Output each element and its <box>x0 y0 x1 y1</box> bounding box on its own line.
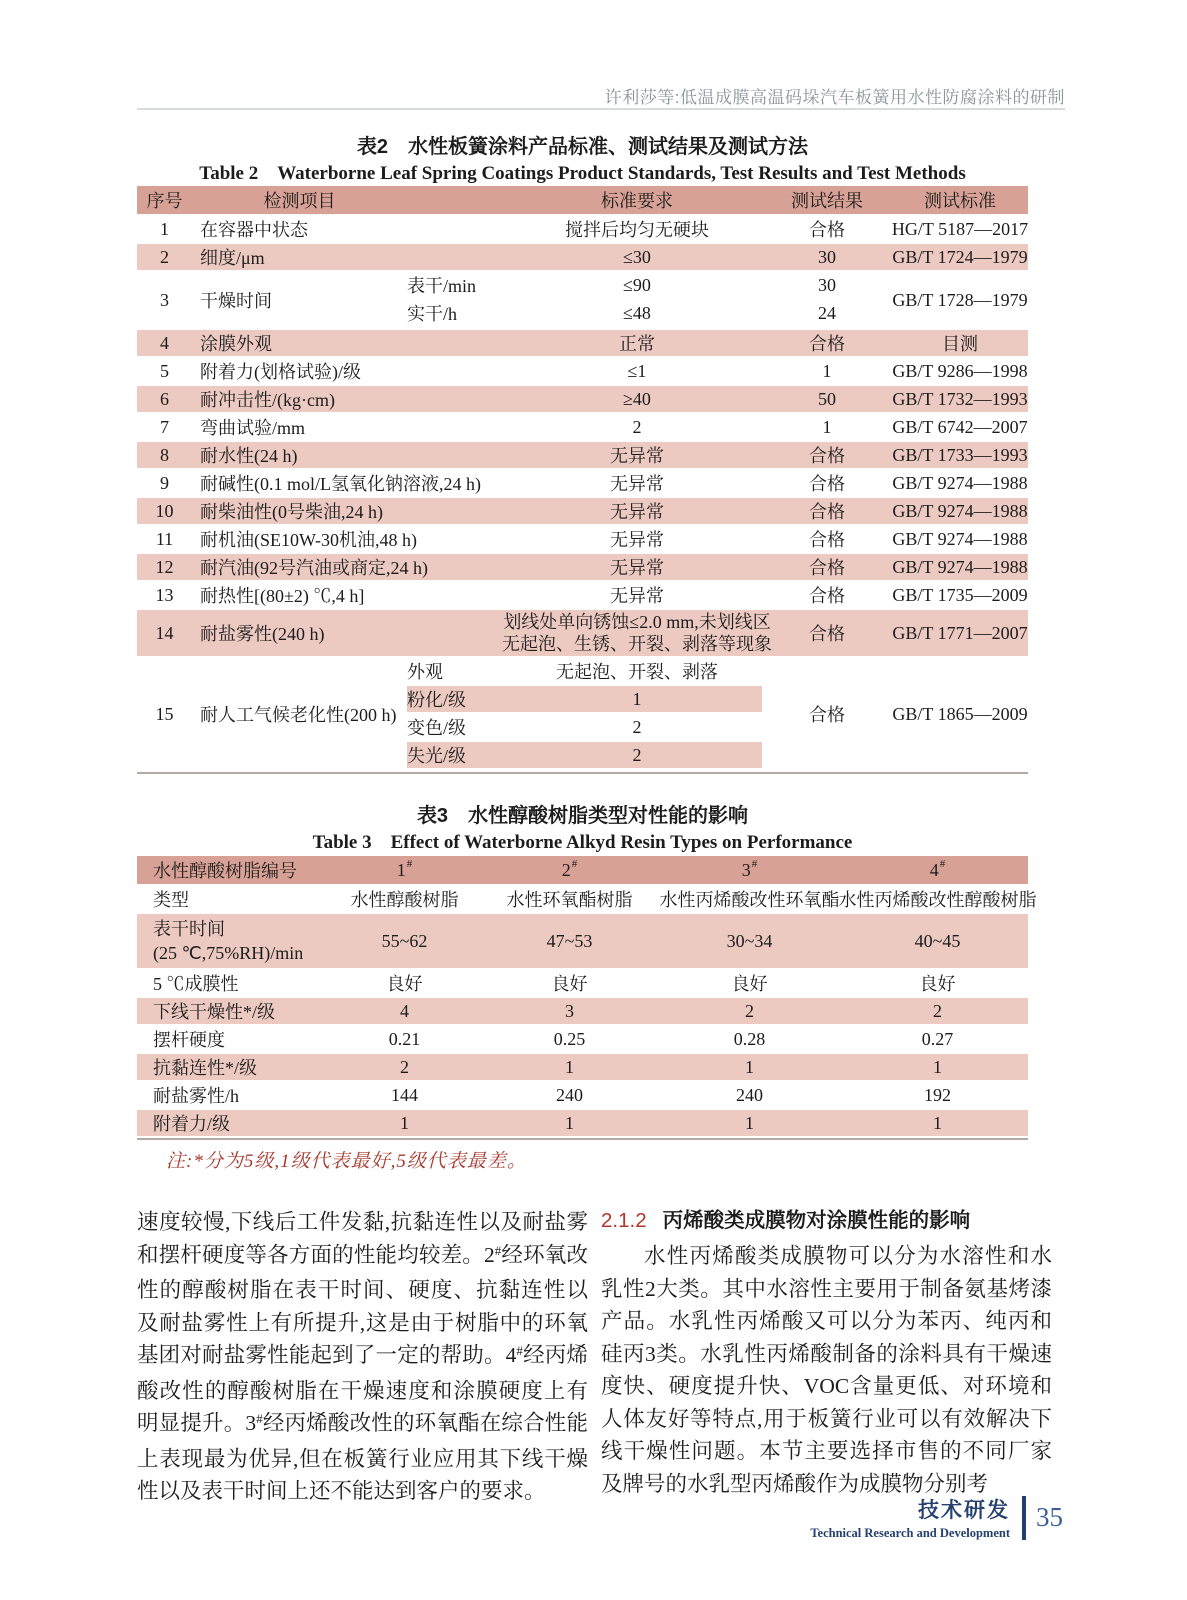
test-result: 合格 <box>809 558 845 578</box>
table-row <box>137 998 1028 1026</box>
sub-row <box>407 272 892 300</box>
test-result: 合格 <box>809 624 845 644</box>
running-head <box>137 83 1065 108</box>
table-row <box>137 1082 1028 1110</box>
test-item: 耐碱性(0.1 mol/L氢氧化钠溶液,24 h) <box>200 474 481 494</box>
value-cell: 良好 <box>919 974 956 994</box>
superscript: # <box>751 858 758 870</box>
table-row <box>137 582 1028 610</box>
table-row <box>137 330 1028 358</box>
row-label: 下线干燥性*/级 <box>153 1002 276 1022</box>
column-header-item: 检测项目 <box>263 191 336 211</box>
value-cell: 55~62 <box>381 930 428 951</box>
column-header-standard: 测试标准 <box>924 191 996 211</box>
test-item: 弯曲试验/mm <box>200 418 306 438</box>
sub-row <box>407 300 892 328</box>
value-cell: 良好 <box>731 974 768 994</box>
table-row <box>137 442 1028 470</box>
right-column <box>601 1206 1052 1508</box>
test-result: 1 <box>822 416 832 437</box>
value-cell: 1 <box>565 1056 574 1077</box>
footer-section-cn: 技术研发 <box>918 1499 1010 1522</box>
test-item: 细度/μm <box>200 248 265 268</box>
table-row <box>137 1026 1028 1054</box>
test-standard: HG/T 5187—2017 <box>891 218 1029 239</box>
sample-number: 2 <box>561 859 571 880</box>
label-line: 表干时间 <box>153 919 225 939</box>
test-standard: GB/T 9274—1988 <box>892 500 1028 521</box>
value-cell: 1 <box>745 1112 754 1133</box>
test-standard: GB/T 1865—2009 <box>892 703 1028 724</box>
test-result: 合格 <box>809 530 845 550</box>
row-label: 类型 <box>153 890 189 910</box>
test-item: 耐汽油(92号汽油或商定,24 h) <box>200 558 428 578</box>
requirement-line: 无起泡、生锈、开裂、剥落等现象 <box>502 634 772 654</box>
table-row <box>137 970 1028 998</box>
sub-rows <box>407 272 892 328</box>
table-row <box>137 414 1028 442</box>
table3 <box>137 856 1037 1140</box>
row-label: 抗黏连性*/级 <box>153 1058 258 1078</box>
table2-title-cn: 表2 水性板簧涂料产品标准、测试结果及测试方法 <box>356 136 809 158</box>
value-cell: 30~34 <box>726 930 773 951</box>
spacer-cell <box>407 216 512 242</box>
requirement: 正常 <box>619 334 655 354</box>
sample-number: 1 <box>396 859 406 880</box>
body-text <box>137 1206 1052 1508</box>
row-number: 12 <box>155 556 174 577</box>
test-result: 合格 <box>809 334 845 354</box>
table2-title-en: Table 2 Waterborne Leaf Spring Coatings Product Standards, Test Results and Test Methods <box>199 163 966 184</box>
column-header-requirement: 标准要求 <box>601 191 673 211</box>
row-number: 13 <box>155 584 174 605</box>
footer-section-en: Technical Research and Development <box>810 1526 1010 1540</box>
table-row <box>137 914 1028 970</box>
value-cell: 水性丙烯酸改性环氧酯 <box>659 890 840 910</box>
test-result: 合格 <box>809 705 845 725</box>
spacer-cell <box>407 386 512 412</box>
value-cell: 良好 <box>386 974 423 994</box>
test-result: 合格 <box>809 446 845 466</box>
spacer-cell <box>407 610 512 656</box>
column-header-spacer <box>407 186 512 214</box>
table-row <box>137 272 1028 330</box>
value-cell: 2 <box>745 1000 754 1021</box>
spacer-cell <box>407 358 512 384</box>
table-row <box>137 1054 1028 1082</box>
requirement-value: 2 <box>632 716 642 737</box>
table-row <box>137 610 1028 658</box>
text-run: 经环氧改性的醇酸树脂在表干时间、硬度、抗黏连性以及耐盐雾性上有所提升,这是由于树脂中的环氧基团对耐盐雾性能起到了一定的帮助。4 <box>137 1242 588 1367</box>
test-standard: GB/T 9274—1988 <box>892 528 1028 549</box>
requirement: 无异常 <box>610 502 664 522</box>
requirement: 搅拌后均匀无硬块 <box>565 220 709 240</box>
column-header-sample <box>652 856 847 884</box>
spacer-cell <box>407 470 512 496</box>
value-cell: 1 <box>933 1056 942 1077</box>
test-standard: GB/T 1733—1993 <box>892 444 1028 465</box>
table3-header-row <box>137 856 1028 886</box>
sub-row <box>407 686 762 714</box>
sub-item-label: 变色/级 <box>407 718 467 738</box>
requirement: 无异常 <box>610 474 664 494</box>
sample-number: 3 <box>741 859 751 880</box>
value-cell: 4 <box>400 1000 409 1021</box>
text-run: 经丙烯酸改性的环氧酯在综合性能上表现最为优异,但在板簧行业应用其下线干燥性以及表干时间上还不能达到客户的要求。 <box>137 1411 588 1503</box>
sub-item-label: 粉化/级 <box>407 690 467 710</box>
value-cell: 0.28 <box>733 1028 766 1049</box>
column-header-label: 水性醇酸树脂编号 <box>153 861 297 881</box>
superscript: # <box>939 858 946 870</box>
value-cell: 240 <box>736 1084 763 1105</box>
test-standard: GB/T 6742—2007 <box>892 416 1028 437</box>
requirement: 无异常 <box>610 558 664 578</box>
table-row <box>137 526 1028 554</box>
table3-footnote: 注:*分为5级,1级代表最好,5级代表最差。 <box>166 1151 527 1172</box>
test-item: 耐柴油性(0号柴油,24 h) <box>200 502 383 522</box>
superscript: # <box>516 1343 523 1358</box>
column-header-index: 序号 <box>146 191 183 211</box>
table2 <box>137 186 1028 774</box>
spacer-cell <box>407 330 512 356</box>
test-result: 1 <box>822 360 832 381</box>
row-number: 3 <box>160 289 169 310</box>
test-standard: GB/T 9274—1988 <box>892 556 1028 577</box>
test-result: 24 <box>818 302 836 323</box>
value-cell: 240 <box>556 1084 583 1105</box>
test-result: 合格 <box>809 586 845 606</box>
table2-header-row <box>137 186 1028 216</box>
value-cell: 40~45 <box>914 930 961 951</box>
value-cell: 2 <box>400 1056 409 1077</box>
value-cell: 0.21 <box>388 1028 421 1049</box>
table-row <box>137 498 1028 526</box>
column-header-sample <box>322 856 487 884</box>
spacer-cell <box>407 498 512 524</box>
row-number: 6 <box>160 388 169 409</box>
superscript: # <box>256 1411 263 1426</box>
test-standard: GB/T 1724—1979 <box>892 246 1028 267</box>
requirement: ≥40 <box>623 388 651 409</box>
table-row <box>137 216 1028 244</box>
footer-section <box>810 1494 1010 1541</box>
test-item: 在容器中状态 <box>200 220 308 240</box>
value-cell: 1 <box>565 1112 574 1133</box>
section-heading <box>601 1206 1052 1236</box>
spacer-cell <box>407 244 512 270</box>
row-number: 10 <box>155 500 174 521</box>
test-standard: GB/T 1771—2007 <box>892 622 1028 643</box>
page-number: 35 <box>1036 1502 1063 1532</box>
sub-item-label: 外观 <box>407 662 443 682</box>
sub-rows <box>407 658 762 770</box>
column-header-result: 测试结果 <box>791 191 863 211</box>
row-number: 11 <box>155 528 174 549</box>
row-number: 7 <box>160 416 169 437</box>
right-column-paragraph <box>601 1240 1052 1500</box>
label-line: (25 ℃,75%RH)/min <box>153 943 304 963</box>
row-label <box>137 914 322 968</box>
superscript: # <box>406 858 413 870</box>
requirement-line: 划线处单向锈蚀≤2.0 mm,未划线区 <box>503 612 771 632</box>
value-cell: 良好 <box>551 974 588 994</box>
test-item: 附着力(划格试验)/级 <box>200 362 361 382</box>
test-item: 涂膜外观 <box>200 334 272 354</box>
test-standard: GB/T 1735—2009 <box>892 584 1028 605</box>
requirement-value: 1 <box>632 688 642 709</box>
test-standard: GB/T 9274—1988 <box>892 472 1028 493</box>
table-row <box>137 658 1028 772</box>
test-item: 耐人工气候老化性(200 h) <box>200 705 397 725</box>
row-number: 8 <box>160 444 169 465</box>
text-run: 水性丙烯酸类成膜物可以分为水溶性和水乳性2大类。其中水溶性主要用于制备氨基烤漆产品。水乳性丙烯酸又可以分为苯丙、纯丙和硅丙3类。水乳性丙烯酸制备的涂料具有干燥速度快、硬度提升快、VOC含量更低、对环境和人体友好等特点,用于板簧行业可以有效解决下线干燥性问题。本节主要选择市售的不同厂家及牌号的水乳型丙烯酸作为成膜物分别考 <box>601 1244 1052 1496</box>
test-item: 耐盐雾性(240 h) <box>200 624 325 644</box>
test-result: 30 <box>818 246 836 267</box>
requirement-value: ≤48 <box>623 302 651 323</box>
test-result: 30 <box>818 274 836 295</box>
requirement: ≤30 <box>623 246 651 267</box>
table-row <box>137 358 1028 386</box>
table-row <box>137 470 1028 498</box>
requirement: 无异常 <box>610 530 664 550</box>
spacer-cell <box>407 414 512 440</box>
text-run: 经丙烯酸改性的醇酸树脂在干燥速度和涂膜硬度上有明显提升。3 <box>137 1343 588 1435</box>
test-item: 耐冲击性/(kg·cm) <box>200 390 335 410</box>
requirement <box>502 610 772 656</box>
requirement: 无异常 <box>610 446 664 466</box>
value-cell: 1 <box>933 1112 942 1133</box>
test-result: 50 <box>818 388 836 409</box>
test-item: 耐机油(SE10W-30机油,48 h) <box>200 530 417 550</box>
sub-row <box>407 714 762 742</box>
test-standard: GB/T 1728—1979 <box>892 289 1028 310</box>
test-standard: GB/T 9286—1998 <box>892 360 1028 381</box>
spacer-cell <box>407 582 512 608</box>
row-number: 9 <box>160 472 169 493</box>
value-cell: 192 <box>924 1084 951 1105</box>
value-cell: 3 <box>565 1000 574 1021</box>
row-label: 摆杆硬度 <box>153 1030 225 1050</box>
value-cell: 144 <box>391 1084 418 1105</box>
table3-title-en: Table 3 Effect of Waterborne Alkyd Resin Types on Performance <box>312 832 853 853</box>
row-number: 5 <box>160 360 169 381</box>
text-run: 速度较慢,下线后工件发黏,抗黏连性以及耐盐雾和摆杆硬度等各方面的性能均较差。2 <box>137 1210 588 1267</box>
row-label: 5 ℃成膜性 <box>153 974 239 994</box>
column-header-sample <box>847 856 1028 884</box>
requirement: 无异常 <box>610 586 664 606</box>
test-item: 耐水性(24 h) <box>200 446 298 466</box>
row-number: 2 <box>160 246 169 267</box>
table-row <box>137 554 1028 582</box>
requirement: 2 <box>632 416 642 437</box>
superscript: # <box>494 1242 502 1258</box>
sub-item-label: 失光/级 <box>407 746 467 766</box>
row-number: 1 <box>160 218 169 239</box>
test-item: 耐热性[(80±2) ℃,4 h] <box>200 586 365 606</box>
sub-row <box>407 742 762 770</box>
table-row <box>137 386 1028 414</box>
header-divider <box>137 108 1065 110</box>
table3-body <box>137 886 1037 1138</box>
test-result: 合格 <box>809 502 845 522</box>
table3-title-cn: 表3 水性醇酸树脂类型对性能的影响 <box>416 805 749 827</box>
column-header-sample <box>487 856 652 884</box>
row-number: 4 <box>160 332 169 353</box>
value-cell: 水性丙烯酸改性醇酸树脂 <box>838 890 1037 910</box>
superscript: # <box>571 858 578 870</box>
running-head-text: 许利莎等:低温成膜高温码垛汽车板簧用水性防腐涂料的研制 <box>604 88 1065 107</box>
row-label: 附着力/级 <box>153 1114 231 1134</box>
requirement-value: 无起泡、开裂、剥落 <box>556 662 718 682</box>
test-standard: 目测 <box>942 334 978 354</box>
value-cell: 0.27 <box>921 1028 954 1049</box>
page-footer <box>810 1494 1063 1541</box>
sub-item-label: 表干/min <box>407 276 477 296</box>
table2-body <box>137 216 1028 772</box>
requirement: ≤1 <box>627 360 647 381</box>
value-cell: 1 <box>400 1112 409 1133</box>
row-label: 耐盐雾性/h <box>153 1086 240 1106</box>
value-cell: 47~53 <box>546 930 593 951</box>
test-result: 合格 <box>809 474 845 494</box>
sub-row <box>407 658 762 686</box>
value-cell: 2 <box>933 1000 942 1021</box>
test-item: 干燥时间 <box>200 291 272 311</box>
spacer-cell <box>407 554 512 580</box>
value-cell: 水性醇酸树脂 <box>350 890 459 910</box>
row-number: 15 <box>155 703 174 724</box>
spacer-cell <box>407 442 512 468</box>
row-number: 14 <box>155 622 174 643</box>
table-row <box>137 886 1037 914</box>
section-number: 2.1.2 <box>601 1209 647 1232</box>
footer-divider-bar <box>1022 1496 1026 1540</box>
sample-number: 4 <box>929 859 939 880</box>
left-column-paragraph <box>137 1206 588 1508</box>
section-title: 丙烯酸类成膜物对涂膜性能的影响 <box>662 1209 971 1232</box>
requirement-value: 2 <box>632 744 642 765</box>
test-result: 合格 <box>809 220 845 240</box>
requirement-value: ≤90 <box>623 274 651 295</box>
spacer-cell <box>407 526 512 552</box>
value-cell: 水性环氧酯树脂 <box>506 890 633 910</box>
value-cell: 1 <box>745 1056 754 1077</box>
value-cell: 0.25 <box>553 1028 586 1049</box>
sub-item-label: 实干/h <box>407 304 458 324</box>
test-standard: GB/T 1732—1993 <box>892 388 1028 409</box>
table-row <box>137 244 1028 272</box>
table-row <box>137 1110 1028 1138</box>
